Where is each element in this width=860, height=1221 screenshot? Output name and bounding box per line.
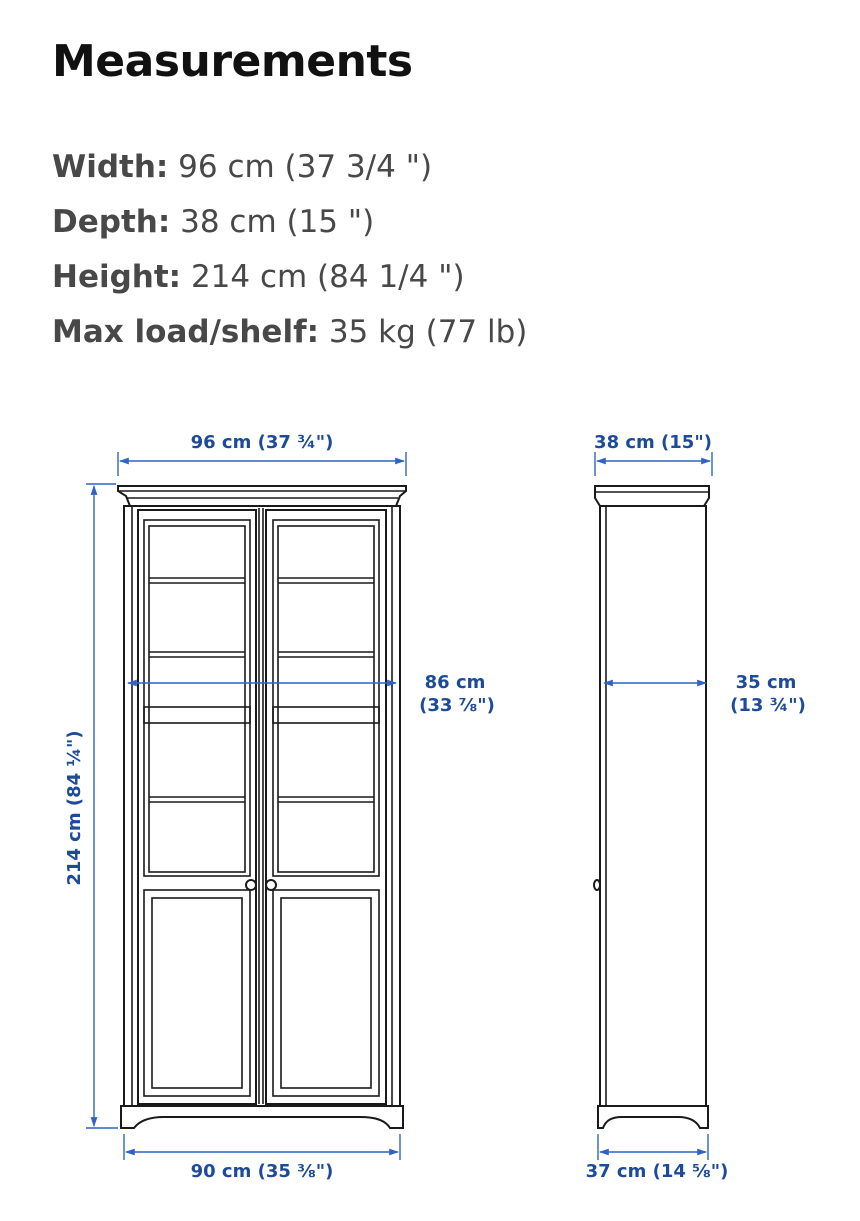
measurements-list (52, 140, 527, 360)
spec-label: Depth: (52, 204, 171, 240)
height-label: 214 cm (84 ¼") (64, 730, 85, 886)
side-depth-label: 38 cm (15") (594, 432, 712, 453)
inner-depth-label-in: (13 ¾") (730, 695, 806, 716)
bottom-depth-label: 37 cm (14 ⅝") (585, 1161, 729, 1182)
spec-value: 38 cm (15 ") (180, 204, 375, 240)
front-view-cabinet (118, 486, 406, 1128)
dimension-diagram (0, 400, 860, 1221)
page-title: Measurements (52, 36, 413, 87)
spec-value: 35 kg (77 lb) (328, 314, 528, 350)
spec-depth (52, 195, 527, 250)
spec-max-load (52, 305, 527, 360)
spec-width (52, 140, 527, 195)
bottom-width-label: 90 cm (35 ⅜") (190, 1161, 334, 1182)
spec-label: Height: (52, 259, 182, 295)
spec-label: Max load/shelf: (52, 314, 319, 350)
side-view-cabinet (594, 486, 709, 1128)
front-width-label: 96 cm (37 ¾") (190, 432, 334, 453)
spec-height (52, 250, 527, 305)
inner-width-label-cm: 86 cm (424, 672, 486, 693)
inner-width-label-in: (33 ⅞") (419, 695, 495, 716)
spec-label: Width: (52, 149, 169, 185)
inner-depth-label-cm: 35 cm (735, 672, 797, 693)
spec-value: 96 cm (37 3/4 ") (178, 149, 433, 185)
spec-value: 214 cm (84 1/4 ") (190, 259, 465, 295)
